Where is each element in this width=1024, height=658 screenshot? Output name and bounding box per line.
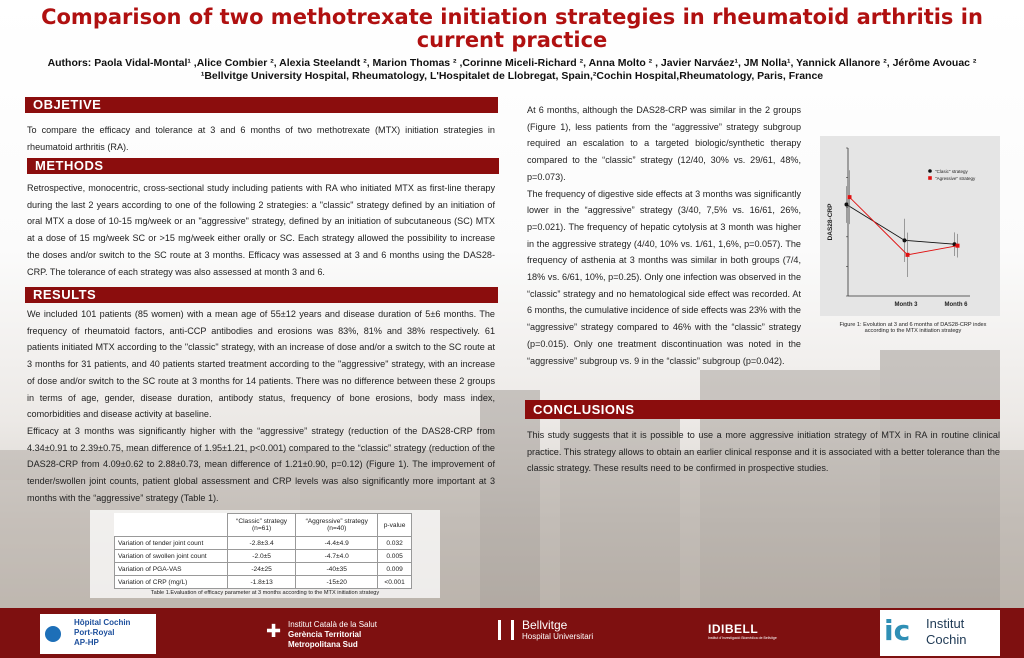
table-cell: 0.005 — [378, 550, 412, 563]
x-tick-label: Month 3 — [894, 302, 918, 308]
table-cell: Variation of PGA-VAS — [115, 563, 228, 576]
ics-logo-line: Gerència Territorial — [288, 630, 362, 639]
poster-title: Comparison of two methotrexate initiation strategies in rheumatoid arthritis in current practice — [41, 5, 983, 52]
results-paragraph-4: The frequency of digestive side effects at 3 months was significantly lower in the “aggressive” strategy (3/40, 7,5% vs. 16/61, 26%, p=0.021). The frequency of hepatic cytolysis at 3 month was higher in the aggressive strategy (4/40, 10% vs. 1/61, 1,6%, p=0.057). The frequency of asthenia at 3 months was similar in both groups (7/4, 18% vs. 6/61, 10%, p=0.25). Only one infection was observed in the “classic” strategy and no hematological side effect was recorded. At 6 months, the cumulative incidence of side effects was 23% with the “aggressive” strategy compared to 46% with the “classic” strategy (p=0.015). Only one treatment discontinuation was noted in the “aggressive” subgroup vs. 9 in the “classic” subgroup (p=0.042). — [527, 188, 801, 366]
cochin-logo-line: AP-HP — [74, 638, 99, 647]
table-cell: Variation of swollen joint count — [115, 550, 228, 563]
table-cell: -2.8±3.4 — [227, 537, 295, 550]
objective-heading: OBJETIVE — [25, 97, 498, 113]
conclusions-heading: CONCLUSIONS — [525, 400, 1000, 419]
legend-marker — [928, 176, 932, 180]
idibell-logo — [708, 622, 777, 640]
table-header-cell: “Aggressive” strategy (n=40) — [296, 514, 378, 537]
bellvitge-bars-icon — [498, 620, 514, 640]
table-header-cell — [115, 514, 228, 537]
bellvitge-logo-line: Bellvitge — [522, 618, 568, 632]
cochin-logo-line: Port-Royal — [74, 628, 115, 637]
table-cell: -4.7±4.0 — [296, 550, 378, 563]
results-text — [27, 306, 495, 506]
figure-1-panel — [820, 136, 1000, 316]
table-cell: <0.001 — [378, 576, 412, 589]
cochin-logo — [40, 614, 156, 654]
das28-chart — [820, 136, 1000, 316]
objective-text: To compare the efficacy and tolerance at 3 and 6 months of two methotrexate (MTX) initiation strategies in rheumatoid arthritis (RA). — [27, 125, 495, 152]
table-cell: -4.4±4.9 — [296, 537, 378, 550]
table-row — [115, 537, 412, 550]
bellvitge-logo-line: Hospital Universitari — [522, 632, 594, 641]
ics-cross-icon: ✚ — [266, 621, 282, 641]
legend-label: "Clasic" strategy — [935, 169, 968, 174]
methods-text: Retrospective, monocentric, cross-sectional study including patients with RA who initiated MTX as first-line therapy during the last 2 years according to one of the following 2 strategies: a "classic" strategy defined by an initiation of oral MTX a dose of 10-15 mg/week or an "aggressive" strategy, defined by an initiation of subcutaneous (SC) MTX at a dose of 15 mg/week SC or >15 mg/week either orally or SC. Each strategy allowed the possibility to increase the doses and/or switch to the SC route at 3 months. Efficacy was assessed at 3 and 6 months using the DAS28-CRP. The tolerance of each strategy was also assessed at month 3 and 6. — [27, 183, 495, 277]
idibell-logo-text: IDIBELL — [708, 622, 759, 636]
data-point — [906, 253, 910, 257]
table-cell: -40±35 — [296, 563, 378, 576]
data-point — [956, 244, 960, 248]
table-row — [115, 576, 412, 589]
efficacy-table — [114, 513, 412, 589]
table-cell: -1.8±13 — [227, 576, 295, 589]
ics-logo-line: Metropolitana Sud — [288, 640, 358, 649]
table-row — [115, 563, 412, 576]
results-paragraph-3: At 6 months, although the DAS28-CRP was similar in the 2 groups (Figure 1), less patients from the “aggressive” strategy subgroup required an escalation to a targeted biologic/synthetic therapy compared to the “classic” strategy (12/40, 30% vs. 29/61, 48%, p=0.073). — [527, 105, 801, 182]
table-header-row — [115, 514, 412, 537]
cochin-emblem-icon — [45, 626, 61, 642]
x-tick-label: Month 6 — [944, 302, 968, 308]
ics-logo-line: Institut Català de la Salut — [288, 620, 377, 629]
table-cell: 0.009 — [378, 563, 412, 576]
table-row — [115, 550, 412, 563]
footer-logos — [0, 608, 1024, 658]
institut-cochin-line: Cochin — [926, 632, 967, 647]
table-cell: -15±20 — [296, 576, 378, 589]
table-cell: Variation of CRP (mg/L) — [115, 576, 228, 589]
legend-marker — [928, 169, 932, 173]
series-line — [850, 197, 958, 255]
table-header-cell: p-value — [378, 514, 412, 537]
table-cell: 0.032 — [378, 537, 412, 550]
results-heading: RESULTS — [25, 287, 498, 303]
institut-cochin-line: Institut — [926, 616, 965, 631]
conclusions-text: This study suggests that it is possible to use a more aggressive initiation strategy of MTX in RA in routine clinical practice. This strategy allows to obtain an earlier clinical response and it is associated with a better tolerance than the classic strategy. These results need to be confirmed in prospective studies. — [527, 430, 1000, 474]
methods-heading: METHODS — [27, 158, 499, 174]
table-cell: Variation of tender joint count — [115, 537, 228, 550]
authors: Authors: Paola Vidal-Montal¹ ,Alice Combier ², Alexia Steelandt ², Marion Thomas ² ,Corinne Miceli-Richard ², Anna Molto ² , Javier Narváez¹, JM Nolla¹, Yannick Allanore ², Jérôme Avouac ² ¹Bellvitge University Hospital, Rheumatology, L'Hospitalet de Llobregat, Spain,²Cochin Hospital,Rheumatology, Paris, France — [47, 57, 977, 82]
results-continued — [527, 102, 801, 369]
y-axis-label: DAS28-CRP — [827, 203, 834, 241]
data-point — [848, 195, 852, 199]
figure-1-caption: Figure 1: Evolution at 3 and 6 months of DAS28-CRP index according to the MTX initiation strategy — [839, 322, 987, 334]
cochin-logo-line: Hôpital Cochin — [74, 618, 131, 627]
institut-cochin-ic-icon: ic — [884, 614, 911, 647]
table-cell: -2.0±5 — [227, 550, 295, 563]
institut-cochin-logo — [880, 610, 1000, 656]
idibell-logo-subtext: Institut d'Investigació Biomèdica de Bellvitge — [708, 636, 777, 640]
legend-label: "Agressive" strategy — [935, 176, 976, 181]
data-point — [845, 203, 849, 207]
results-paragraph-2: Efficacy at 3 months was significantly higher with the “aggressive” strategy (reduction of the DAS28-CRP from 4.34±0.91 to 2.39±0.75, mean difference of 1.95±1.21, p<0.001) compared to the “classic” strategy (reduction of the DAS28-CRP from 4.09±0.62 to 2.88±0.73, mean difference of 1.21±0.90, p=0.12) (Figure 1). The improvement of tender/swollen joint counts, patient global assessment and CRP levels was also significantly more important at 3 months with the “aggressive” strategy (Table 1). — [27, 425, 495, 503]
data-point — [903, 238, 907, 242]
table-cell: -24±25 — [227, 563, 295, 576]
results-paragraph-1: We included 101 patients (85 women) with a mean age of 55±12 years and disease duration of 5±6 months. The frequency of rheumatoid factors, anti-CCP antibodies and erosions was 83%, 81% and 38% respectively. 61 patients initiated MTX according to the "classic" strategy, with an increase of dose and/or a switch to the SC route at 3 months for 31 patients, and 40 patients started treatment according to the "aggressive" strategy, with an increase of dose and/or switch to the SC route at 3 months for 14 patients. There was no difference between these 2 groups in terms of age, gender, disease duration, antibody status, frequency of bone erosions, body mass index, comorbidities and disease activity at baseline. — [27, 309, 495, 420]
table-header-cell: “Classic” strategy (n=61) — [227, 514, 295, 537]
table-caption: Table 1.Evaluation of efficacy parameter at 3 months according to the MTX initiation strategy — [150, 590, 380, 596]
